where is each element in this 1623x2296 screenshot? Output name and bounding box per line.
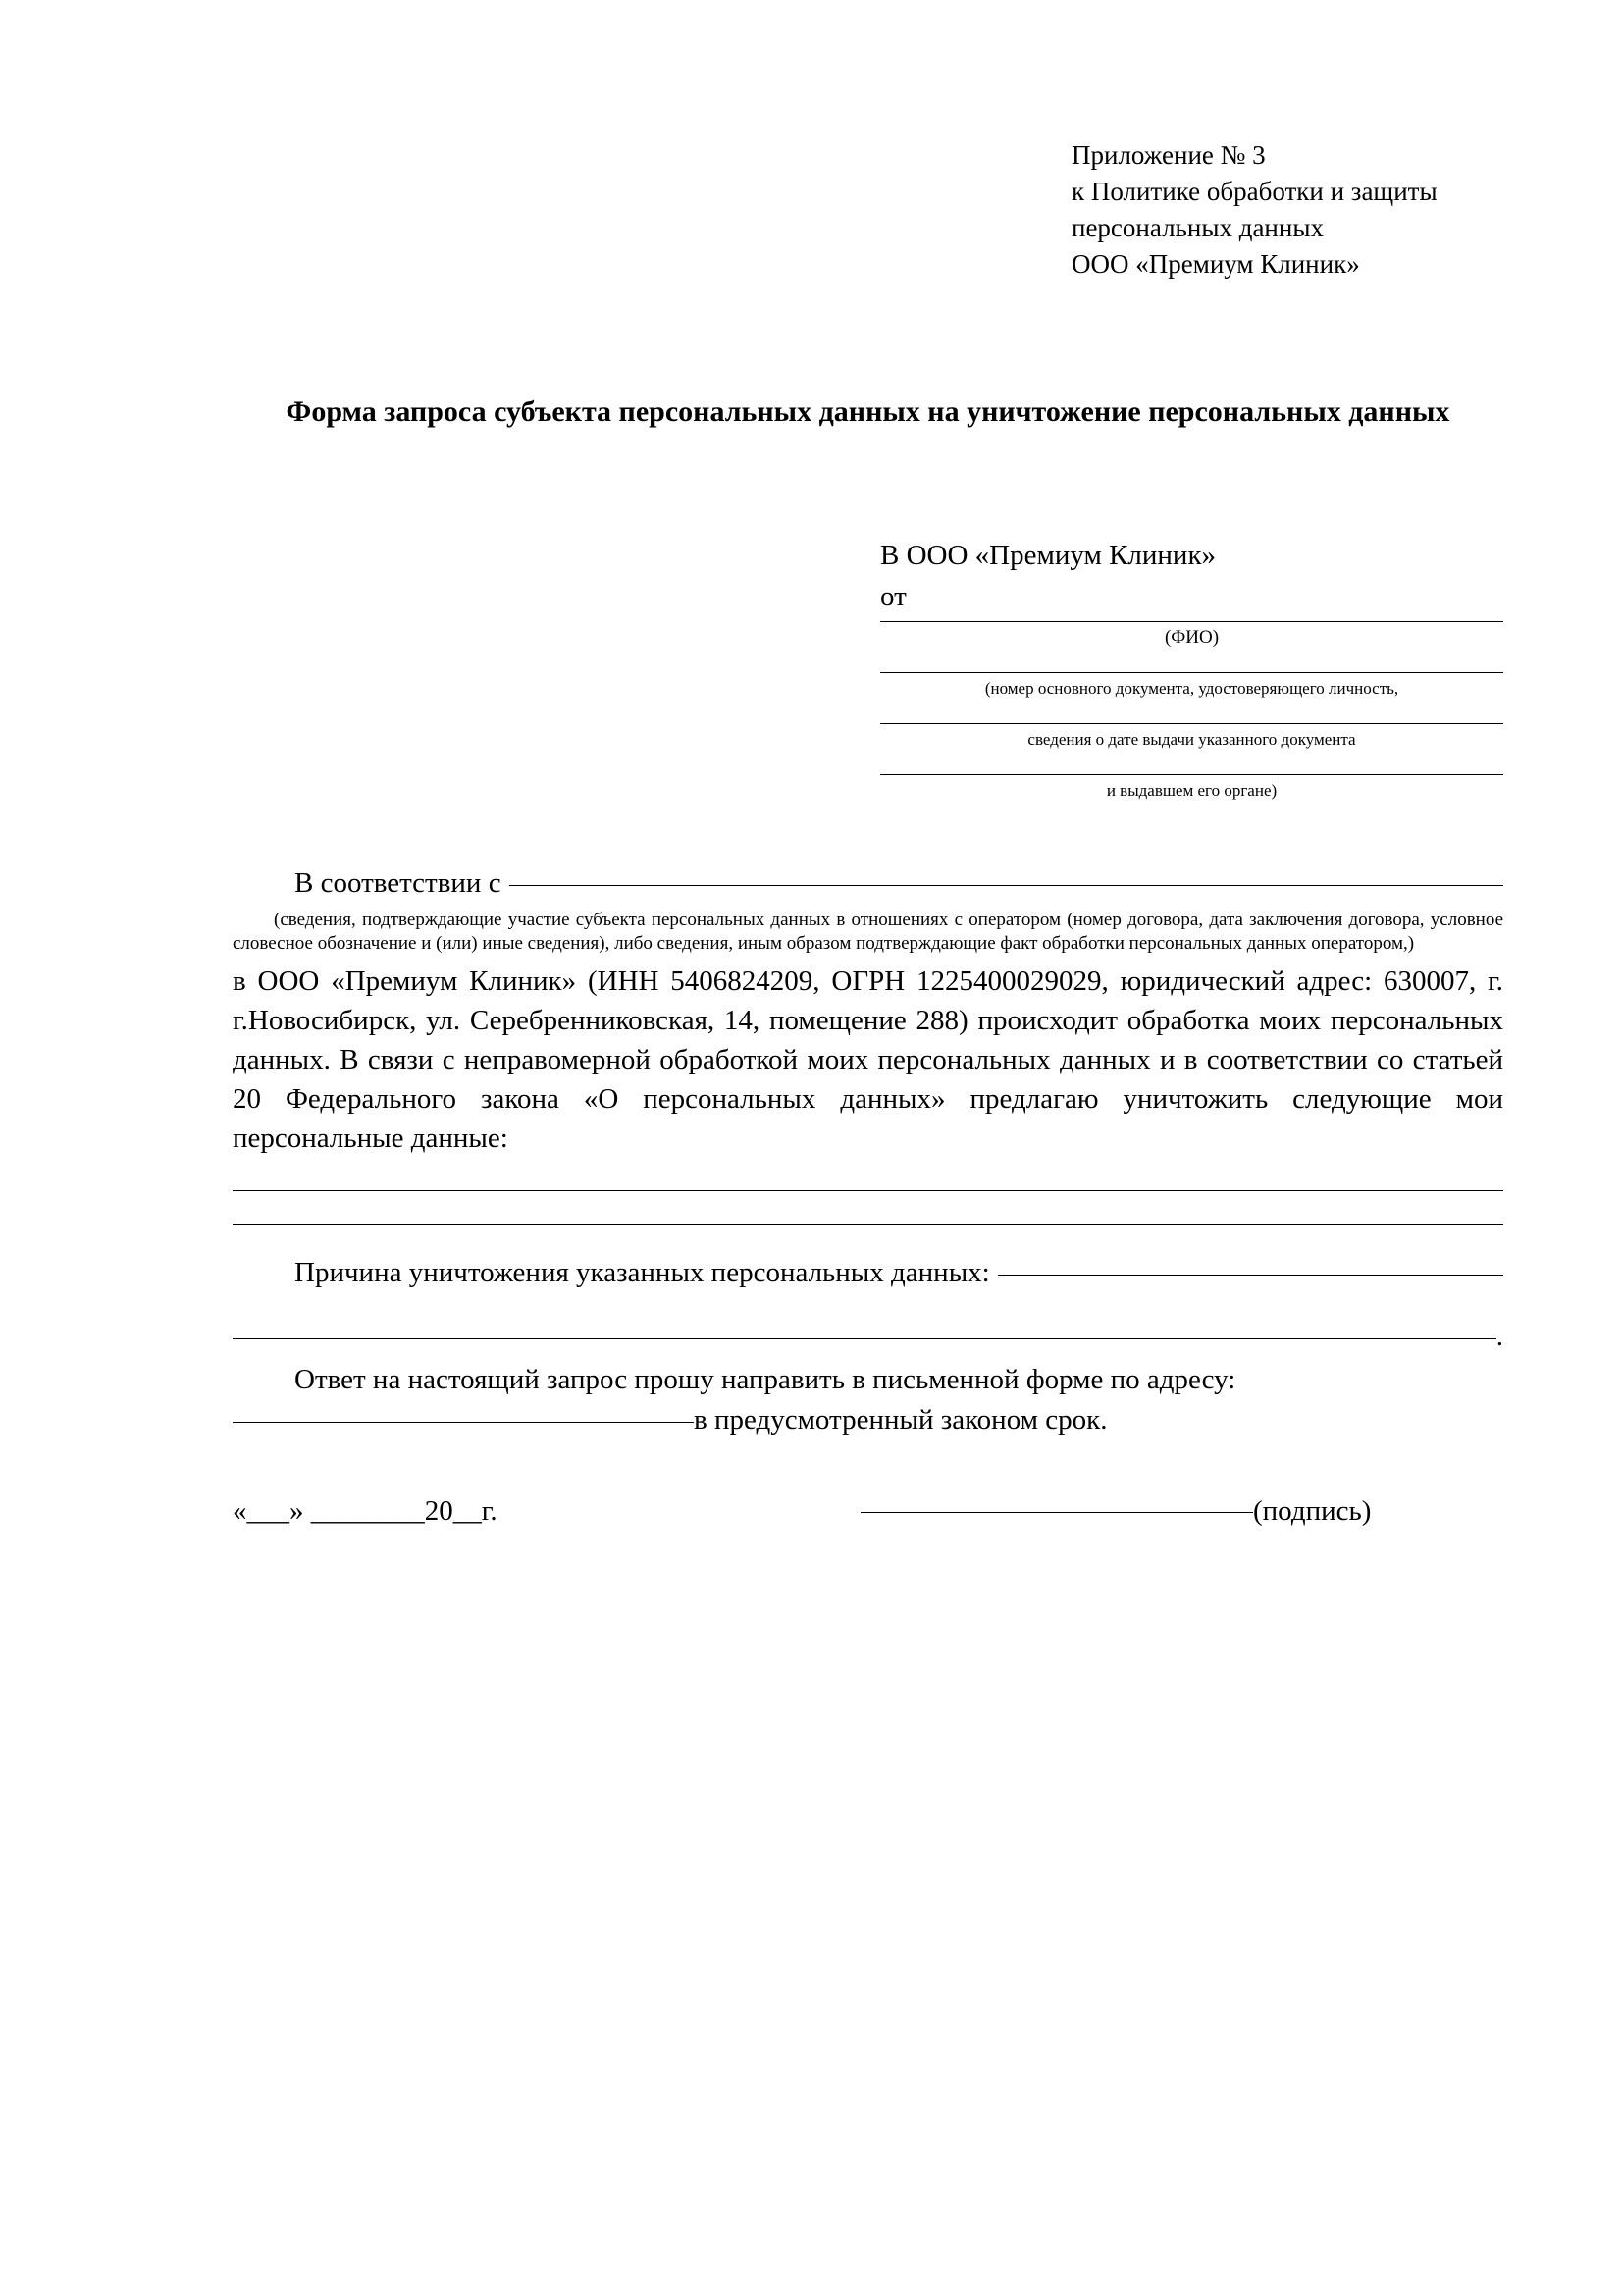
data-input-line-2[interactable] <box>233 1224 1503 1225</box>
document-number-caption: (номер основного документа, удостоверяющего личность, <box>984 679 1399 698</box>
accordance-row <box>233 864 1503 903</box>
data-input-line-1[interactable] <box>233 1190 1503 1191</box>
addressee-organization: В ООО «Премиум Клиник» <box>880 540 1217 571</box>
answer-paragraph-text: Ответ на настоящий запрос прошу направить в письменной форме по адресу: <box>294 1364 1236 1395</box>
appendix-line-4: ООО «Премиум Клиник» <box>1072 249 1360 279</box>
accordance-note-text: (сведения, подтверждающие участие субъекта персональных данных в отношениях с оператором (номер договора, дата заключения договора, условное словесное обозначение и (или) иные сведения), либо сведения, иным образом подтверждающие факт обработки персональных данных оператором,) <box>233 910 1503 954</box>
signature-label: (подпись) <box>1253 1495 1372 1527</box>
addressee-from-label: от <box>880 581 907 612</box>
accordance-note <box>233 909 1503 956</box>
main-paragraph: в ООО «Премиум Клиник» (ИНН 5406824209, ОГРН 1225400029029, юридический адрес: 630007, г. г.Новосибирск, ул. Серебренниковская, 14, помещение 288) происходит обработка моих персональных данных. В связи с неправомерной обработкой моих персональных данных и в соответствии со статьей 20 Федерального закона «О персональных данных» предлагаю уничтожить следующие мои персональные данные: <box>233 965 1503 1154</box>
document-date-caption: сведения о дате выдачи указанного документа <box>1027 730 1356 749</box>
appendix-reference <box>1072 137 1503 283</box>
date-field[interactable]: «___» ________20__г. <box>233 1495 497 1527</box>
appendix-line-3: персональных данных <box>1072 213 1324 242</box>
appendix-line-2: к Политике обработки и защиты <box>1072 177 1438 206</box>
reason-row <box>233 1254 1503 1292</box>
answer-tail-text: в предусмотренный законом срок. <box>694 1404 1108 1435</box>
accordance-input-line[interactable] <box>509 885 1503 886</box>
page-title: Форма запроса субъекта персональных данных на уничтожение персональных данных <box>286 395 1450 428</box>
document-number-input-line[interactable] <box>880 672 1503 673</box>
addressee-block <box>880 537 1503 804</box>
reason-end-dot: . <box>1495 1321 1503 1352</box>
fio-input-line[interactable] <box>880 621 1503 622</box>
reason-label: Причина уничтожения указанных персональных данных: <box>294 1257 990 1288</box>
accordance-label: В соответствии с <box>294 867 501 899</box>
document-date-input-line[interactable] <box>880 723 1503 724</box>
document-content <box>233 0 1503 1531</box>
reason-input-line-2[interactable] <box>233 1338 1496 1339</box>
fio-caption: (ФИО) <box>1164 627 1220 648</box>
signature-row <box>233 1492 1503 1531</box>
answer-address-row <box>233 1401 1503 1439</box>
appendix-line-1: Приложение № 3 <box>1072 140 1266 170</box>
signature-input-line[interactable] <box>861 1512 1253 1513</box>
answer-paragraph <box>233 1360 1503 1399</box>
answer-address-input-line[interactable] <box>233 1422 694 1423</box>
reason-input-line-1[interactable] <box>998 1275 1503 1276</box>
document-organ-caption: и выдавшем его органе) <box>1106 781 1278 800</box>
reason-continuation-row <box>233 1318 1503 1356</box>
body-block <box>233 864 1503 1531</box>
document-organ-input-line[interactable] <box>880 774 1503 775</box>
